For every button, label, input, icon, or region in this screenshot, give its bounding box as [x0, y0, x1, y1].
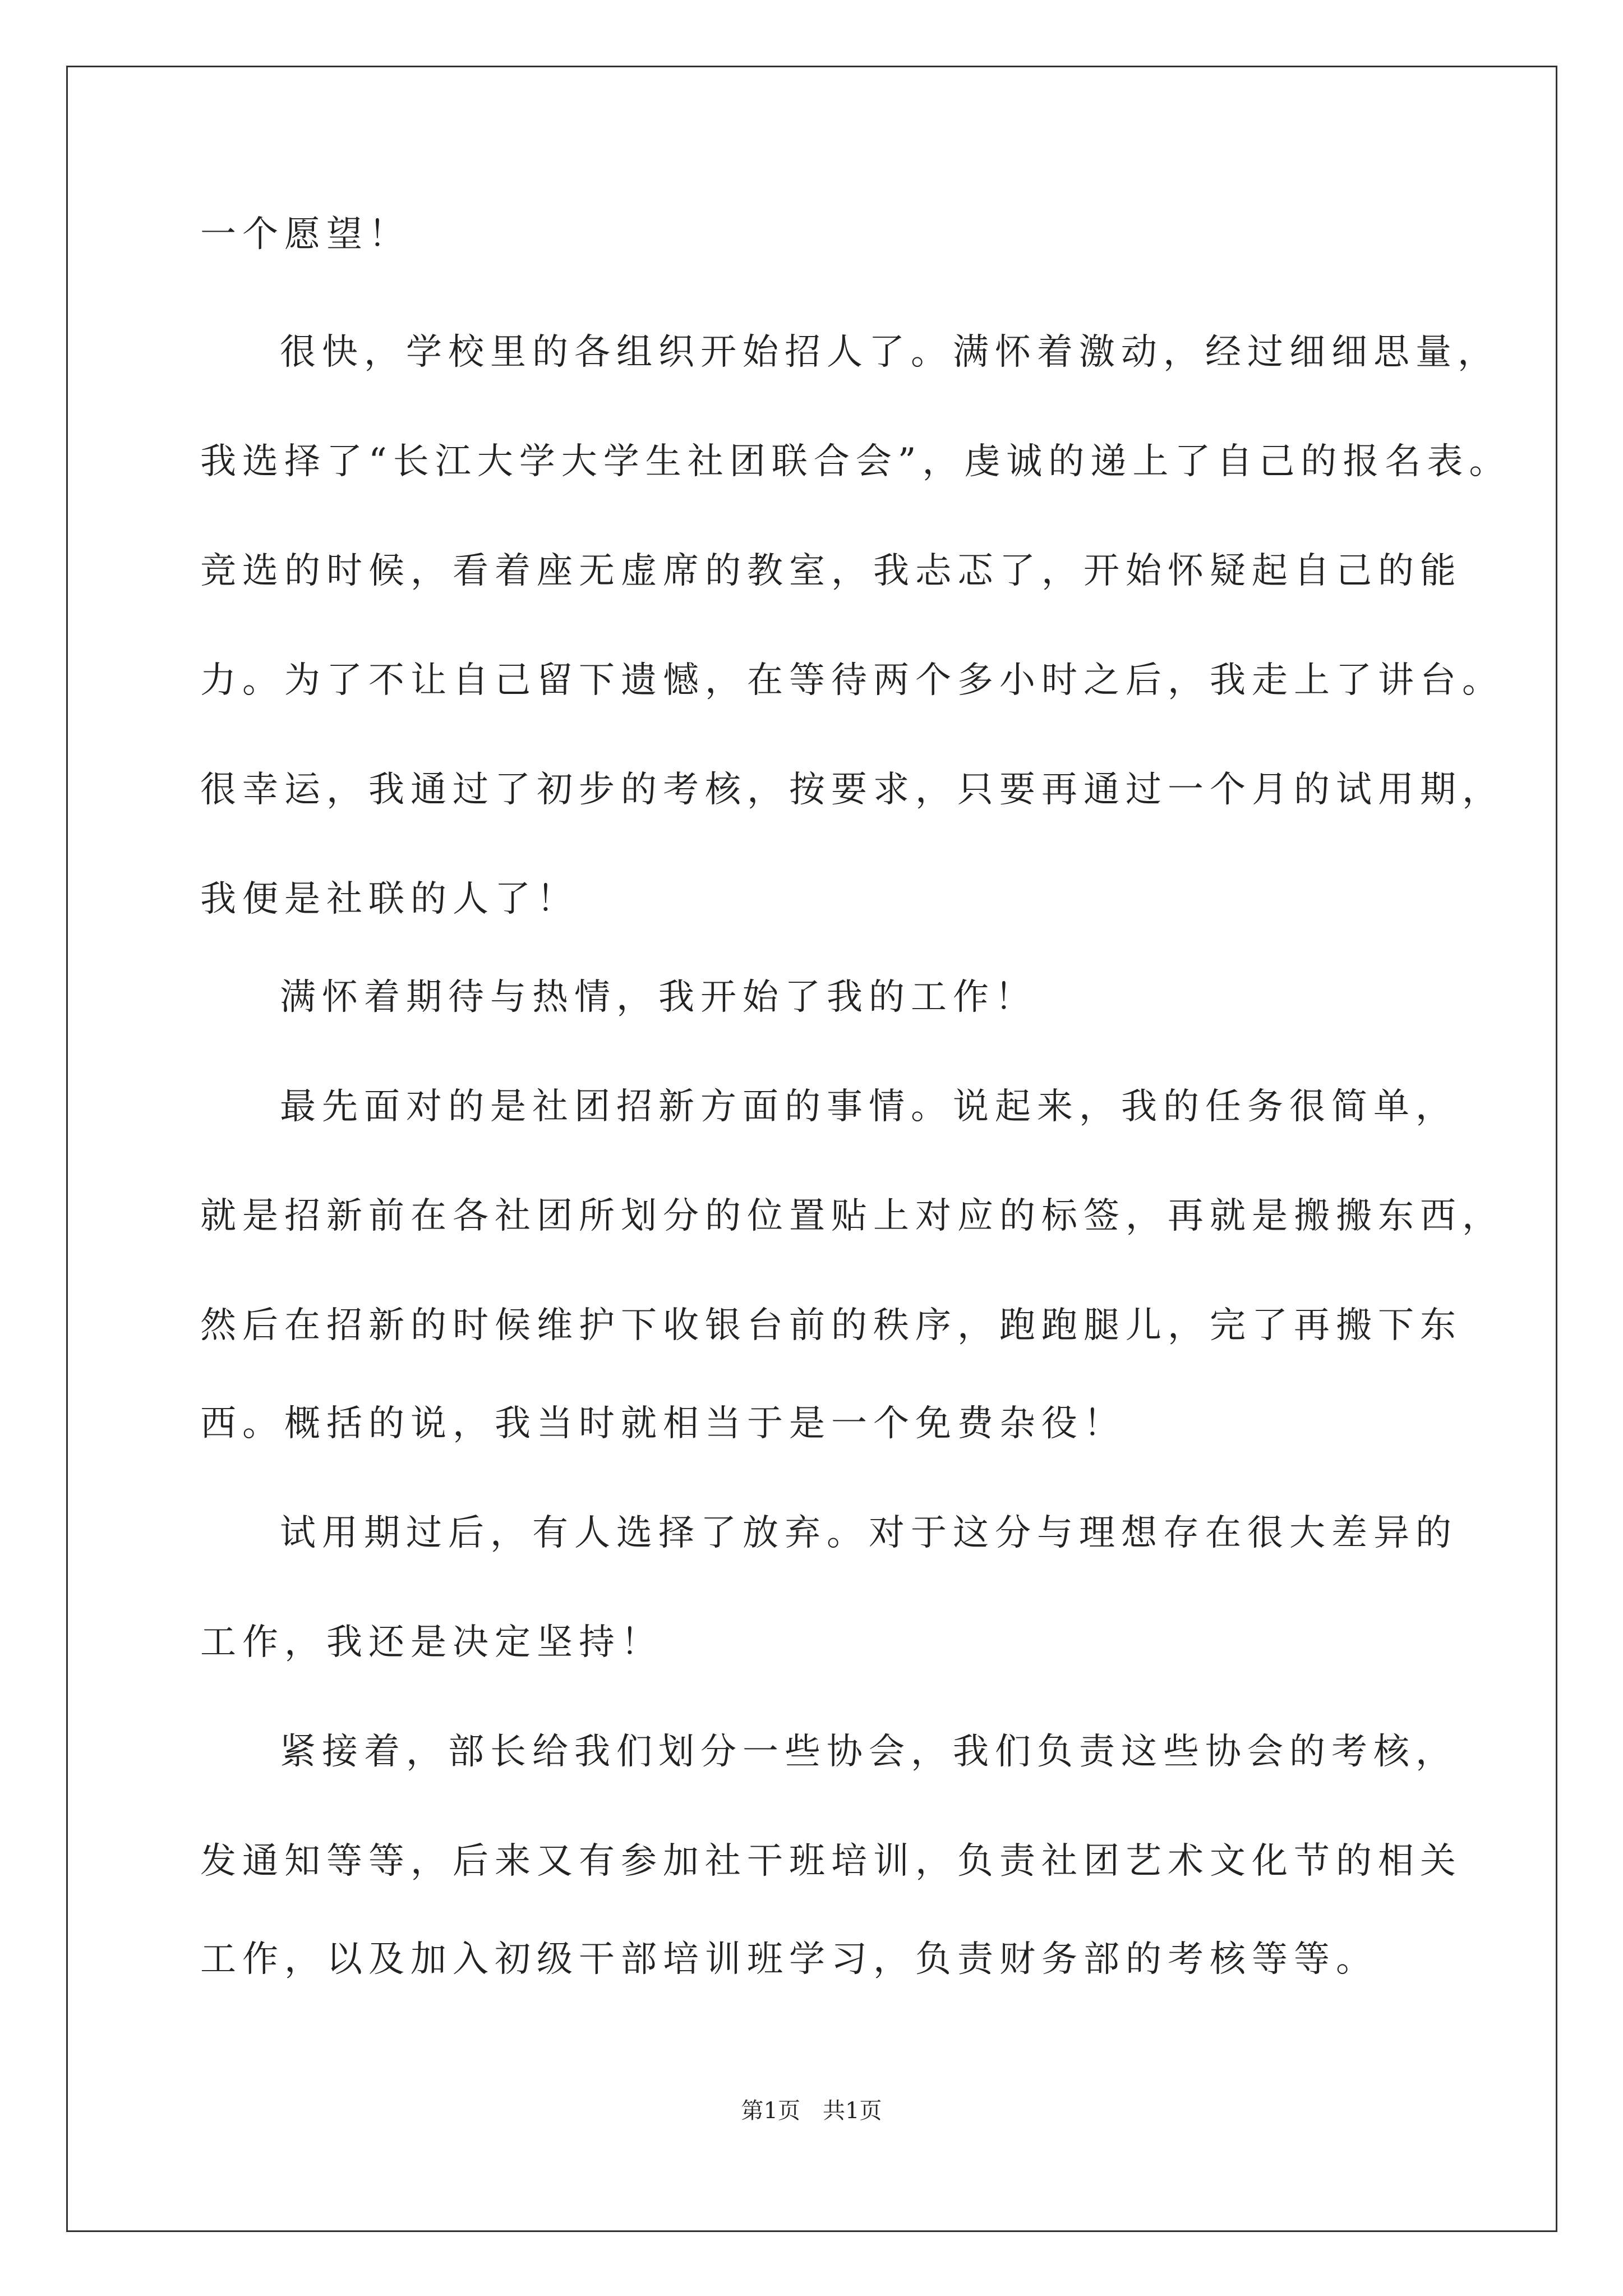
text-line: 很幸运，我通过了初步的考核，按要求，只要再通过一个月的试用期， — [200, 769, 1504, 811]
text-line: 最先面对的是社团招新方面的事情。说起来，我的任务很简单， — [280, 1086, 1458, 1128]
text-line: 一个愿望！ — [200, 214, 411, 255]
text-line: 很快，学校里的各组织开始招人了。满怀着激动，经过细细思量， — [280, 332, 1500, 373]
text-line: 我便是社联的人了！ — [200, 878, 579, 920]
text-line: 工作，以及加入初级干部培训班学习，负责财务部的考核等等。 — [200, 1939, 1378, 1980]
page-border — [66, 66, 1557, 2232]
page-number-footer: 第1页 共1页 — [741, 2098, 882, 2124]
text-line: 满怀着期待与热情，我开始了我的工作！ — [280, 977, 1037, 1018]
text-line: 竞选的时候，看着座无虚席的教室，我忐忑了，开始怀疑起自己的能 — [200, 550, 1462, 592]
text-line: 然后在招新的时候维护下收银台前的秩序，跑跑腿儿，完了再搬下东 — [200, 1305, 1462, 1346]
text-line: 紧接着，部长给我们划分一些协会，我们负责这些协会的考核， — [280, 1731, 1458, 1773]
text-line: 我选择了“长江大学大学生社团联合会”，虔诚的递上了自己的报名表。 — [200, 441, 1511, 482]
text-line: 就是招新前在各社团所划分的位置贴上对应的标签，再就是搬搬东西， — [200, 1195, 1504, 1237]
text-line: 西。概括的说，我当时就相当于是一个免费杂役！ — [200, 1403, 1126, 1444]
text-line: 力。为了不让自己留下遗憾，在等待两个多小时之后，我走上了讲台。 — [200, 660, 1504, 701]
text-line: 发通知等等，后来又有参加社干班培训，负责社团艺术文化节的相关 — [200, 1841, 1462, 1882]
text-line: 工作，我还是决定坚持！ — [200, 1622, 663, 1663]
text-line: 试用期过后，有人选择了放弃。对于这分与理想存在很大差异的 — [280, 1512, 1458, 1554]
